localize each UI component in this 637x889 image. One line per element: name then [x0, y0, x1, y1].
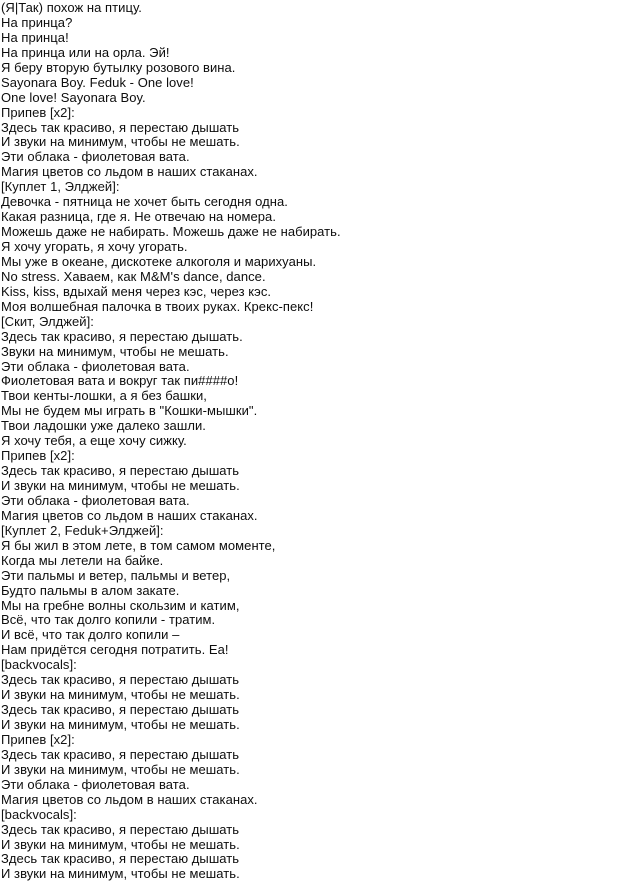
lyrics-line: Мы не будем мы играть в "Кошки-мышки".	[1, 403, 258, 419]
lyrics-line: Я бы жил в этом лете, в том самом моменте,	[1, 537, 276, 553]
lyrics-line: Здесь так красиво, я перестаю дышать	[1, 746, 240, 762]
lyrics-line: Нам придётся сегодня потратить. Еа!	[1, 642, 229, 658]
lyrics-line: (Я|Так) похож на птицу.	[1, 0, 142, 15]
lyrics-line: Какая разница, где я. Не отвечаю на номера.	[1, 209, 276, 225]
lyrics-line: И звуки на минимум, чтобы не мешать.	[1, 478, 240, 493]
lyrics-line: И звуки на минимум, чтобы не мешать.	[1, 836, 240, 852]
section-heading: [backvocals]:	[1, 806, 77, 822]
lyrics-line: Эти пальмы и ветер, пальмы и ветер,	[1, 567, 231, 583]
lyrics-line: Твои ладошки уже далеко зашли.	[1, 418, 206, 434]
section-heading: Припев [x2]:	[1, 448, 75, 464]
lyrics-line: И всё, что так долго копили –	[1, 627, 180, 643]
lyrics-line: Я хочу угорать, я хочу угорать.	[1, 239, 188, 254]
lyrics-line: Здесь так красиво, я перестаю дышать	[1, 119, 240, 135]
lyrics-line: И звуки на минимум, чтобы не мешать.	[1, 134, 240, 150]
lyrics-line: Магия цветов со льдом в наших стаканах.	[1, 791, 258, 807]
lyrics-line: Здесь так красиво, я перестаю дышать	[1, 672, 240, 688]
lyrics-line: Я хочу тебя, а еще хочу сижку.	[1, 433, 187, 449]
lyrics-line: Я беру вторую бутылку розового вина.	[1, 59, 236, 75]
lyrics-line: Твои кенты-лошки, а я без башки,	[1, 388, 207, 404]
lyrics-line: На принца?	[1, 14, 73, 30]
lyrics-line: Девочка - пятница не хочет быть сегодня одна.	[1, 194, 288, 210]
lyrics-line: Когда мы летели на байке.	[1, 552, 164, 568]
lyrics-line: Моя волшебная палочка в твоих руках. Крекс-пекс!	[1, 298, 314, 314]
lyrics-line: Будто пальмы в алом закате.	[1, 582, 180, 598]
lyrics-line: И звуки на минимум, чтобы не мешать.	[1, 687, 240, 703]
lyrics-line: Здесь так красиво, я перестаю дышать	[1, 851, 240, 867]
lyrics-line: На принца!	[1, 29, 69, 45]
lyrics-line: Здесь так красиво, я перестаю дышать.	[1, 328, 243, 344]
lyrics-line: И звуки на минимум, чтобы не мешать.	[1, 717, 240, 732]
lyrics-line: Эти облака - фиолетовая вата.	[1, 492, 190, 508]
lyrics-line: Всё, что так долго копили - тратим.	[1, 612, 216, 628]
section-heading: [backvocals]:	[1, 657, 77, 673]
lyrics-line: Магия цветов со льдом в наших стаканах.	[1, 164, 258, 180]
lyrics-text	[1, 1, 341, 882]
lyrics-line: Эти облака - фиолетовая вата.	[1, 358, 190, 374]
lyrics-line: Мы на гребне волны скользим и катим,	[1, 597, 240, 613]
lyrics-line: Sayonara Boy. Feduk - One love!	[1, 74, 194, 90]
lyrics-line: И звуки на минимум, чтобы не мешать.	[1, 866, 240, 882]
lyrics-line: One love! Sayonara Boy.	[1, 89, 146, 105]
section-heading: Припев [x2]:	[1, 104, 75, 120]
lyrics-line: Звуки на минимум, чтобы не мешать.	[1, 343, 229, 359]
section-heading: [Куплет 2, Feduk+Элджей]:	[1, 522, 164, 538]
lyrics-line: Здесь так красиво, я перестаю дышать	[1, 702, 240, 718]
lyrics-line: Фиолетовая вата и вокруг так пи####о!	[1, 373, 239, 389]
lyrics-line: Эти облака - фиолетовая вата.	[1, 149, 190, 165]
lyrics-line: Мы уже в океане, дискотеке алкоголя и марихуаны.	[1, 253, 317, 269]
section-heading: [Куплет 1, Элджей]:	[1, 179, 120, 195]
lyrics-line: Здесь так красиво, я перестаю дышать	[1, 821, 240, 837]
section-heading: [Скит, Элджей]:	[1, 313, 94, 329]
section-heading: Припев [x2]:	[1, 731, 75, 747]
lyrics-line: На принца или на орла. Эй!	[1, 44, 170, 60]
lyrics-line: Kiss, kiss, вдыхай меня через кэс, через кэс.	[1, 283, 272, 299]
lyrics-line: И звуки на минимум, чтобы не мешать.	[1, 761, 240, 777]
lyrics-line: Магия цветов со льдом в наших стаканах.	[1, 507, 258, 523]
lyrics-line: Можешь даже не набирать. Можешь даже не набирать.	[1, 224, 341, 240]
lyrics-line: Здесь так красиво, я перестаю дышать	[1, 463, 240, 479]
lyrics-line: No stress. Хаваем, как M&M's dance, dance.	[1, 268, 266, 284]
lyrics-line: Эти облака - фиолетовая вата.	[1, 776, 190, 792]
